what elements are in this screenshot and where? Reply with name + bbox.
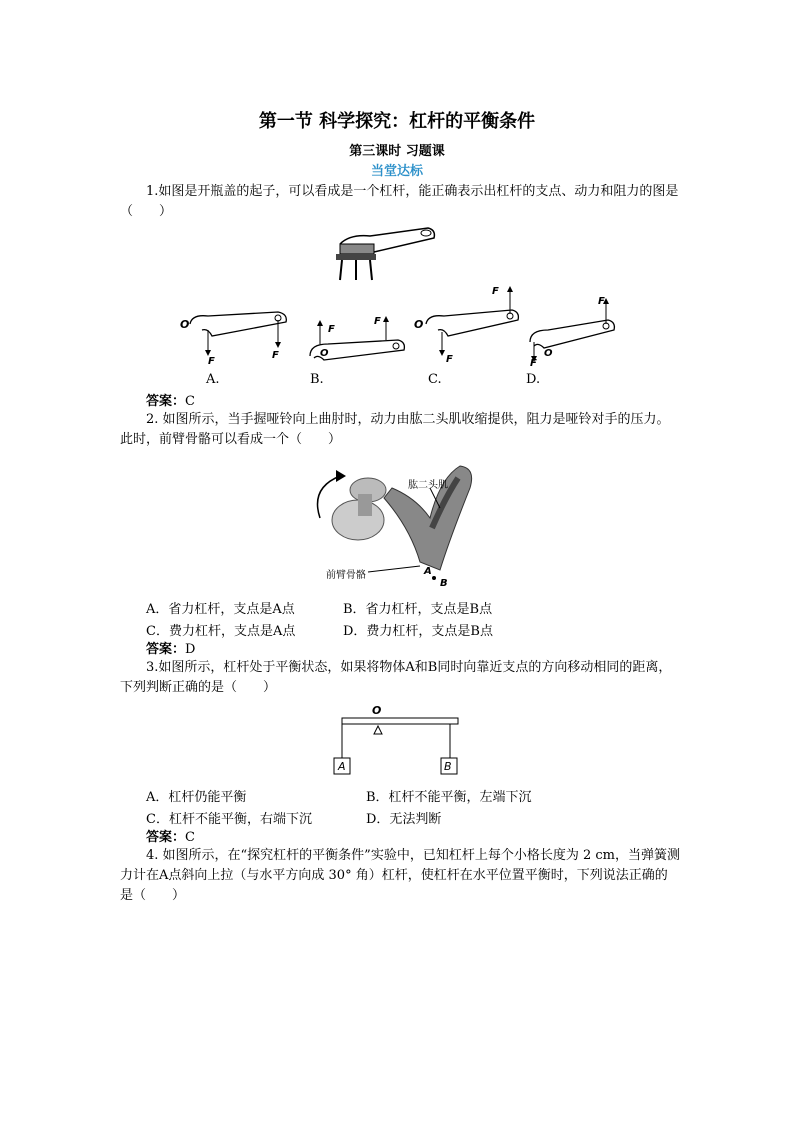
question-4-text: 4. 如图所示，在“探究杠杆的平衡条件”实验中，已知杠杆上每个小格长度为 2 cm，当弹簧测力计在A点斜向上拉（与水平方向成 30° 角）杠杆，使杠杆在水平位置平衡时，下列说法正确的是（ ） (120, 848, 680, 903)
label-forearm: 前臂骨骼 (326, 570, 366, 581)
svg-text:A: A (424, 566, 432, 577)
q2-option-b: B．省力杠杆，支点是B点 (343, 602, 493, 617)
q1-answer: 答案：C (146, 394, 195, 409)
q1-option-c: C. (428, 372, 442, 387)
svg-text:B: B (444, 760, 452, 773)
svg-text:F: F (208, 356, 215, 367)
page-title: 第一节 科学探究：杠杆的平衡条件 (258, 111, 536, 132)
svg-text:F: F (328, 324, 335, 335)
q1-option-b-figure (298, 310, 410, 372)
label-o: O (180, 318, 190, 331)
q2-option-a: A．省力杠杆，支点是A点 (146, 602, 295, 617)
q3-option-c: C．杠杆不能平衡，右端下沉 (146, 812, 312, 827)
q1-option-d: D. (526, 372, 541, 387)
svg-text:F: F (598, 296, 605, 307)
q3-option-b: B．杠杆不能平衡，左端下沉 (366, 790, 532, 805)
lever-balance-figure (330, 702, 465, 778)
q3-option-d: D．无法判断 (366, 812, 442, 827)
svg-text:B: B (440, 578, 448, 588)
q2-option-d: D．费力杠杆，支点是B点 (343, 624, 493, 639)
label-o: O (372, 704, 382, 717)
q1-option-d-figure (522, 290, 634, 372)
question-3-text: 3.如图所示，杠杆处于平衡状态，如果将物体A和B同时向靠近支点的方向移动相同的距离，下列判断正确的是（ ） (120, 660, 672, 695)
svg-text:F: F (492, 286, 499, 297)
svg-text:F: F (446, 354, 453, 365)
lesson-subtitle: 第三课时 习题课 (349, 144, 445, 159)
q1-option-a-figure (178, 300, 293, 372)
svg-text:F: F (374, 316, 381, 327)
svg-text:F: F (272, 350, 279, 361)
label-biceps: 肱二头肌 (408, 480, 448, 491)
section-heading: 当堂达标 (370, 164, 423, 179)
arm-dumbbell-figure (300, 458, 500, 588)
q3-option-a: A．杠杆仍能平衡 (146, 790, 247, 805)
svg-text:O: O (414, 318, 424, 331)
q2-option-c: C．费力杠杆，支点是A点 (146, 624, 296, 639)
question-2-text: 2. 如图所示，当手握哑铃向上曲肘时，动力由肱二头肌收缩提供，阻力是哑铃对手的压力。此时，前臂骨骼可以看成一个（ ） (120, 412, 670, 447)
q1-option-b: B. (310, 372, 324, 387)
q1-option-a: A. (206, 372, 220, 387)
question-1-text: 1.如图是开瓶盖的起子，可以看成是一个杠杆，能正确表示出杠杆的支点、动力和阻力的图是（ ） (120, 184, 679, 219)
svg-text:F: F (530, 358, 537, 369)
svg-text:O: O (544, 348, 553, 359)
bottle-opener-figure (330, 222, 440, 282)
q2-answer: 答案：D (146, 642, 196, 657)
q1-option-c-figure (412, 282, 527, 372)
q3-answer: 答案：C (146, 830, 195, 845)
svg-text:O: O (320, 348, 329, 359)
svg-text:A: A (338, 760, 346, 773)
